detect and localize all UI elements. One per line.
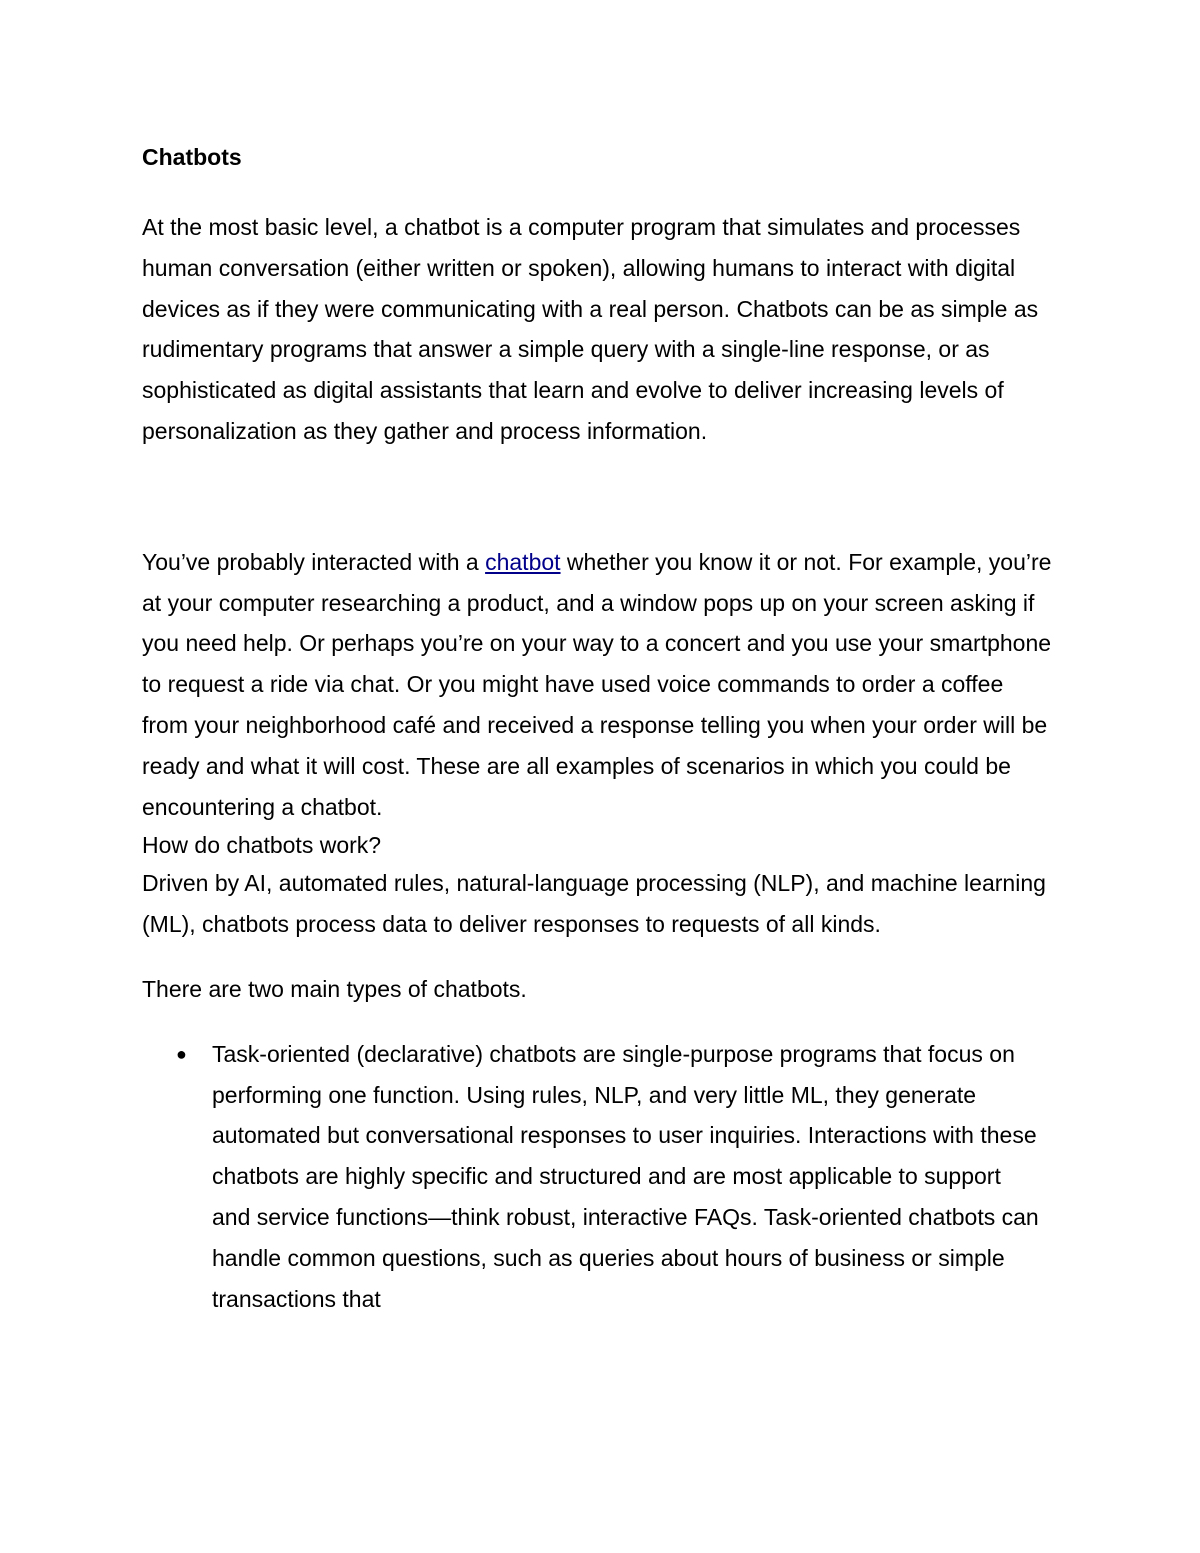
document-body <box>142 140 1072 1319</box>
list-item-text: Task-oriented (declarative) chatbots are single-purpose programs that focus on performing one function. Using rules, NLP, and very little ML, they generate automated but conversational responses to user inquiries. Interactions with these chatbots are highly specific and structured and are most applicable to support and service functions—think robust, interactive FAQs. Task-oriented chatbots can handle common questions, such as queries about hours of business or simple transactions that <box>212 1040 1039 1312</box>
how-chatbots-work-paragraph: Driven by AI, automated rules, natural-language processing (NLP), and machine learning (ML), chatbots process data to deliver responses to requests of all kinds. <box>142 870 1046 938</box>
intro-paragraph: At the most basic level, a chatbot is a computer program that simulates and processes human conversation (either written or spoken), allowing humans to interact with digital devices as if they were communicating with a real person. Chatbots can be as simple as rudimentary programs that answer a simple query with a single-line response, or as sophisticated as digital assistants that learn and evolve to deliver increasing levels of personalization as they gather and process information. <box>142 214 1039 444</box>
chatbot-types-list <box>142 1034 1072 1320</box>
section-heading-how-chatbots-work: How do chatbots work? <box>142 832 382 859</box>
examples-paragraph-text-before-link: You’ve probably interacted with a <box>142 548 486 575</box>
list-item <box>142 1034 1042 1320</box>
types-intro-paragraph: There are two main types of chatbots. <box>142 975 527 1002</box>
examples-paragraph-text-after-link: whether you know it or not. For example, you’re at your computer researching a product, and a window pops up on your screen asking if you need help. Or perhaps you’re on your way to a concert and you use your smartphone to request a ride via chat. Or you might have used voice commands to order a coffee from your neighborhood café and received a response telling you when your order will be ready and what it will cost. These are all examples of scenarios in which you could be encountering a chatbot. <box>142 548 1052 820</box>
bullet-icon: ● <box>176 1043 187 1064</box>
examples-paragraph <box>142 542 1052 828</box>
chatbot-link[interactable]: chatbot <box>485 548 561 575</box>
document-title: Chatbots <box>142 144 242 170</box>
